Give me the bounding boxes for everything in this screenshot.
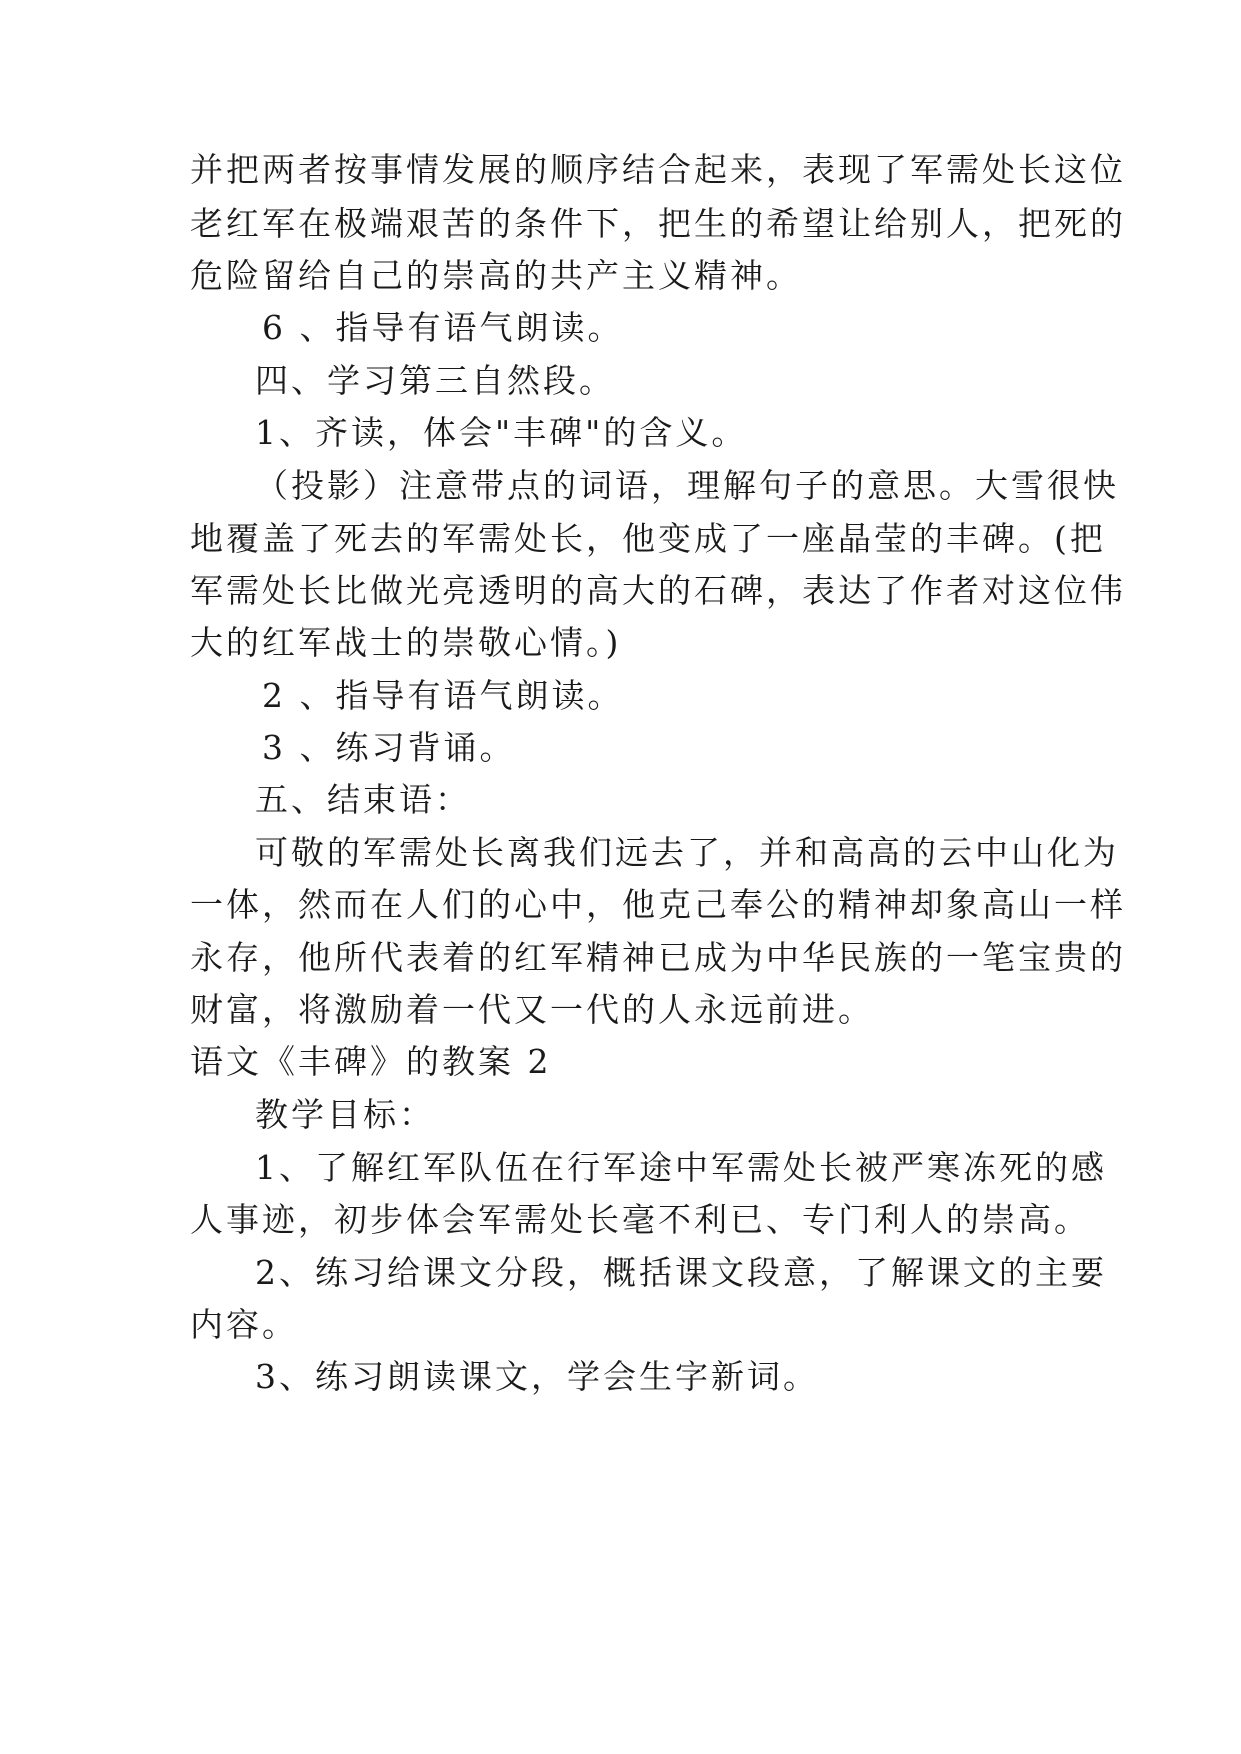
- text-line: 内容。: [190, 1305, 298, 1344]
- text-line: 军需处长比做光亮透明的高大的石碑，表达了作者对这位伟: [190, 571, 1126, 610]
- text-line: 一体，然而在人们的心中，他克己奉公的精神却象高山一样: [190, 885, 1126, 924]
- text-line: 1、了解红军队伍在行军途中军需处长被严寒冻死的感: [255, 1148, 1107, 1187]
- text-line: 财富，将激励着一代又一代的人永远前进。: [190, 990, 874, 1029]
- text-line: （投影）注意带点的词语，理解句子的意思。大雪很快: [255, 466, 1119, 505]
- text-line: 2、练习给课文分段，概括课文段意，了解课文的主要: [255, 1253, 1107, 1292]
- text-line: 可敬的军需处长离我们远去了，并和高高的云中山化为: [255, 833, 1119, 872]
- text-line: 并把两者按事情发展的顺序结合起来，表现了军需处长这位: [190, 150, 1126, 189]
- list-item: 3 、练习背诵。: [262, 728, 516, 767]
- text-line: 永存，他所代表着的红军精神已成为中华民族的一笔宝贵的: [190, 938, 1126, 977]
- text-line: 人事迹，初步体会军需处长毫不利已、专门利人的崇高。: [190, 1200, 1090, 1239]
- section-heading: 四、学习第三自然段。: [255, 361, 615, 400]
- list-item: 2 、指导有语气朗读。: [262, 676, 624, 715]
- list-item: 1、齐读，体会"丰碑"的含义。: [255, 413, 748, 452]
- text-line: 大的红军战士的崇敬心情。): [190, 623, 622, 662]
- document-title: 语文《丰碑》的教案 2: [190, 1042, 552, 1081]
- text-line: 危险留给自己的崇高的共产主义精神。: [190, 256, 802, 295]
- section-heading: 教学目标：: [255, 1095, 435, 1134]
- section-heading: 五、结束语：: [255, 780, 471, 819]
- text-line: 3、练习朗读课文，学会生字新词。: [255, 1357, 819, 1396]
- list-item: 6 、指导有语气朗读。: [262, 308, 624, 347]
- text-line: 地覆盖了死去的军需处长，他变成了一座晶莹的丰碑。(把: [190, 519, 1106, 558]
- text-line: 老红军在极端艰苦的条件下，把生的希望让给别人，把死的: [190, 204, 1126, 243]
